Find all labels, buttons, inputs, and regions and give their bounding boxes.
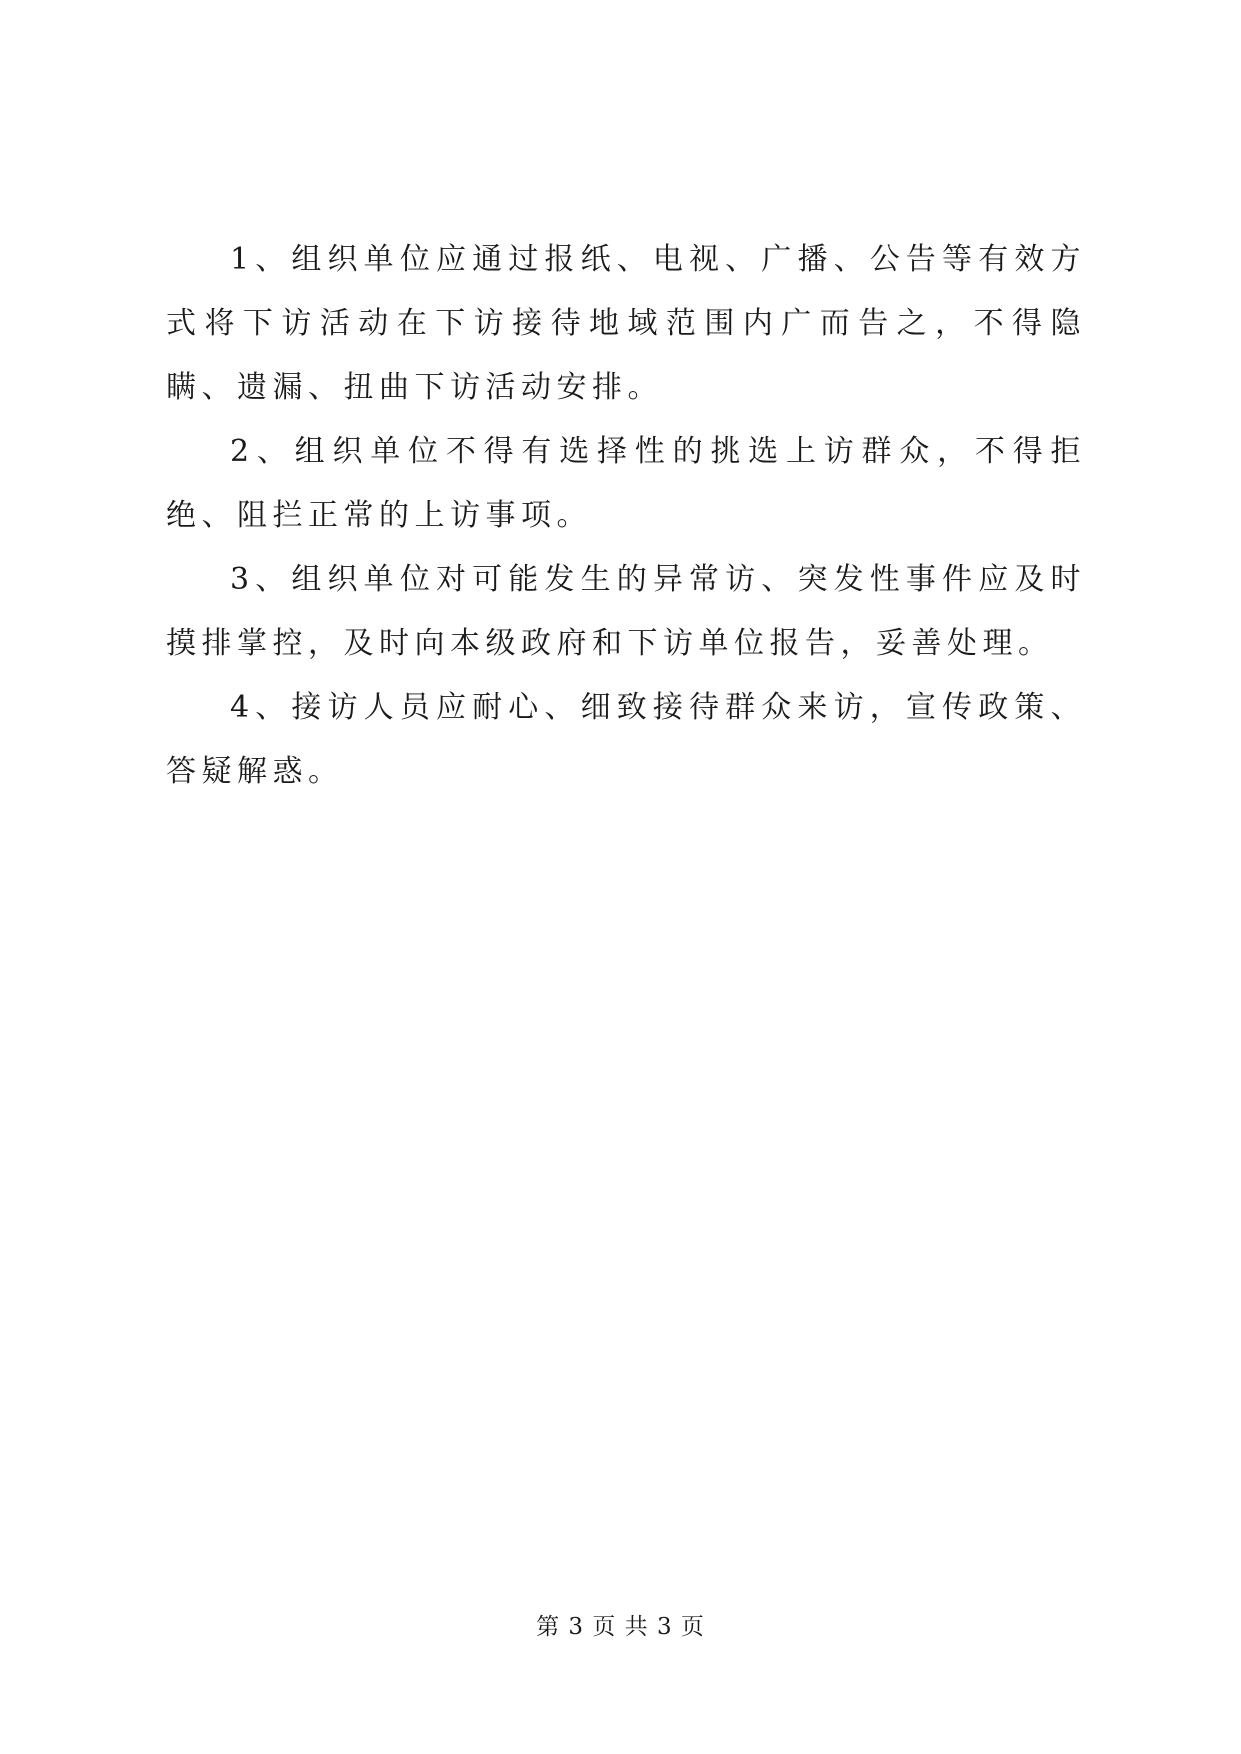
page-number-indicator: 第 3 页 共 3 页 <box>536 1614 705 1640</box>
page-footer <box>0 1608 1241 1641</box>
paragraph-1: 1、组织单位应通过报纸、电视、广播、公告等有效方式将下访活动在下访接待地域范围内广而告之，不得隐瞒、遗漏、扭曲下访活动安排。 <box>166 242 1086 405</box>
paragraph-4: 4、接访人员应耐心、细致接待群众来访，宣传政策、答疑解惑。 <box>166 690 1086 789</box>
document-body <box>166 228 1086 804</box>
paragraph-3: 3、组织单位对可能发生的异常访、突发性事件应及时摸排掌控，及时向本级政府和下访单位报告，妥善处理。 <box>166 562 1086 661</box>
paragraph-2: 2、组织单位不得有选择性的挑选上访群众，不得拒绝、阻拦正常的上访事项。 <box>166 434 1086 533</box>
